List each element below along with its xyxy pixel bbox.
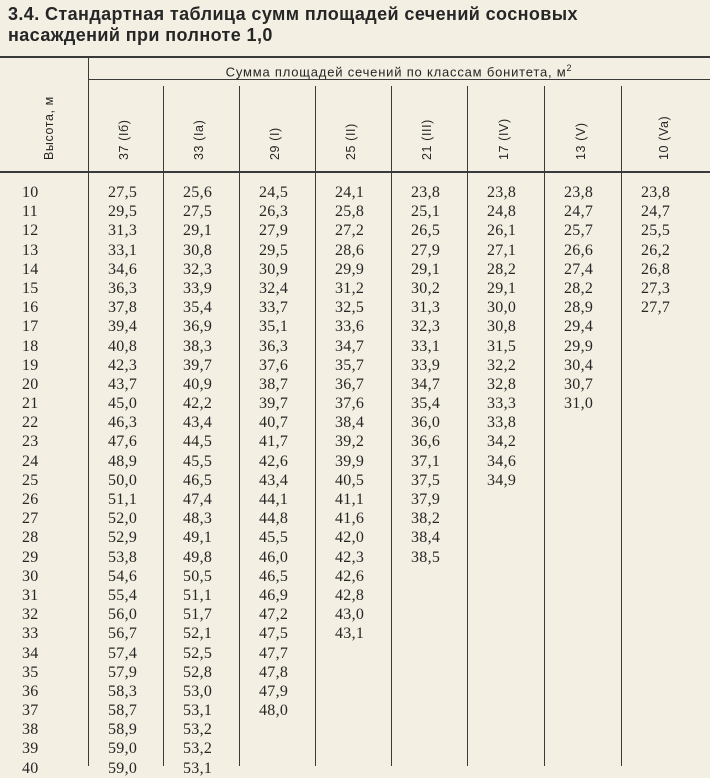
value-cell: 47,9 [259,682,289,700]
height-cell: 27 [22,510,39,528]
height-cell: 16 [22,299,39,317]
value-cell: 47,8 [259,663,289,681]
value-cell: 23,8 [564,184,594,201]
value-cell: 38,2 [411,510,441,528]
value-column [411,183,440,567]
value-cell: 45,5 [259,529,289,547]
value-cell: 44,8 [259,510,289,528]
height-cell: 36 [22,682,39,700]
value-cell: 30,8 [487,318,517,336]
value-cell: 48,0 [259,702,289,720]
column-rule [544,86,545,766]
value-cell: 24,5 [259,184,289,201]
height-cell: 29 [22,548,39,566]
value-cell: 42,0 [335,529,365,547]
value-cell: 56,7 [108,625,138,643]
value-cell: 42,6 [259,452,289,470]
height-cell: 39 [22,740,39,758]
column-rule [621,86,622,766]
value-cell: 47,2 [259,606,289,624]
value-cell: 47,7 [259,644,289,662]
height-column [22,183,62,778]
value-cell: 39,4 [108,318,138,336]
value-cell: 33,6 [335,318,365,336]
value-cell: 31,2 [335,279,365,297]
value-cell: 38,3 [183,337,213,355]
height-cell: 24 [22,452,39,470]
value-cell: 38,4 [411,529,441,547]
value-cell: 32,3 [411,318,441,336]
value-cell: 29,1 [487,279,517,297]
value-cell: 36,3 [259,337,289,355]
value-cell: 32,2 [487,356,517,374]
column-rule [88,56,89,766]
value-cell: 26,1 [487,222,517,240]
value-cell: 46,3 [108,414,138,432]
value-cell: 53,0 [183,682,213,700]
value-cell: 27,9 [411,241,441,259]
value-cell: 50,5 [183,567,213,585]
class-column-header: 21 (III) [420,119,434,160]
value-cell: 42,3 [335,548,365,566]
value-cell: 39,2 [335,433,365,451]
height-cell: 22 [22,414,39,432]
value-cell: 44,1 [259,491,289,508]
value-cell: 57,4 [108,644,138,662]
value-cell: 41,6 [335,510,365,528]
value-cell: 43,7 [108,375,138,393]
value-cell: 26,3 [259,203,289,221]
value-cell: 51,1 [183,586,213,604]
value-cell: 33,1 [411,337,441,355]
header-bottom-rule [0,171,710,173]
value-cell: 30,8 [183,241,213,259]
value-cell: 34,9 [487,471,517,489]
value-cell: 52,9 [108,529,138,547]
height-cell: 31 [22,586,39,604]
title-line-1: 3.4. Стандартная таблица сумм площадей сечений сосновых [8,4,578,24]
value-cell: 26,2 [641,241,671,259]
height-cell: 12 [22,222,39,240]
value-cell: 23,8 [487,184,517,201]
value-cell: 30,2 [411,279,441,297]
height-cell: 26 [22,491,39,508]
value-cell: 29,1 [411,260,441,278]
value-cell: 53,1 [183,759,213,777]
height-cell: 18 [22,337,39,355]
column-rule [163,86,164,766]
value-cell: 48,9 [108,452,138,470]
value-cell: 33,9 [411,356,441,374]
class-column-header: 37 (Iб) [116,119,131,160]
height-cell: 19 [22,356,39,374]
value-cell: 23,8 [411,184,441,201]
sum-header-superscript: 2 [566,63,573,73]
height-cell: 17 [22,318,39,336]
value-cell: 41,1 [335,491,365,508]
value-cell: 28,2 [564,279,594,297]
value-cell: 32,3 [183,260,213,278]
value-cell: 29,9 [564,337,594,355]
height-cell: 40 [22,759,39,777]
value-cell: 40,5 [335,471,365,489]
value-cell: 36,6 [411,433,441,451]
title-line-2: насаждений при полноте 1,0 [8,25,273,45]
height-cell: 32 [22,606,39,624]
value-cell: 33,7 [259,299,289,317]
value-cell: 53,1 [183,702,213,720]
value-cell: 31,3 [411,299,441,317]
column-rule [467,86,468,766]
value-cell: 26,8 [641,260,671,278]
value-cell: 59,0 [108,759,138,777]
value-cell: 27,4 [564,260,594,278]
value-cell: 30,0 [487,299,517,317]
class-column-header: 13 (V) [573,122,588,160]
height-cell: 23 [22,433,39,451]
value-cell: 31,5 [487,337,517,355]
value-cell: 50,0 [108,471,138,489]
value-cell: 33,8 [487,414,517,432]
value-cell: 52,0 [108,510,138,528]
value-cell: 27,2 [335,222,365,240]
value-cell: 52,1 [183,625,213,643]
value-cell: 46,9 [259,586,289,604]
value-cell: 49,1 [183,529,213,547]
value-cell: 40,9 [183,375,213,393]
value-cell: 40,8 [108,337,138,355]
height-cell: 35 [22,663,39,681]
value-cell: 30,4 [564,356,594,374]
class-column-header: 17 (IV) [496,118,511,160]
value-column [487,183,516,490]
value-cell: 48,3 [183,510,213,528]
value-column [564,183,593,413]
value-cell: 28,6 [335,241,365,259]
value-cell: 37,5 [411,471,441,489]
class-column-header: 29 (I) [268,127,282,160]
value-column [641,183,670,317]
height-cell: 11 [22,203,39,221]
height-cell: 34 [22,644,39,662]
class-column-header: 25 (II) [344,123,358,160]
value-cell: 47,5 [259,625,289,643]
value-cell: 43,4 [259,471,289,489]
height-cell: 30 [22,567,39,585]
value-cell: 37,6 [335,395,365,413]
value-cell: 43,4 [183,414,213,432]
value-cell: 38,4 [335,414,365,432]
sum-header [88,59,710,81]
value-cell: 26,6 [564,241,594,259]
height-column-header: Высота, м [42,96,56,160]
value-cell: 37,6 [259,356,289,374]
value-cell: 37,8 [108,299,138,317]
table-title [8,4,668,46]
height-cell: 25 [22,471,39,489]
value-cell: 33,3 [487,395,517,413]
value-cell: 25,8 [335,203,365,221]
value-cell: 33,1 [108,241,138,259]
value-cell: 36,0 [411,414,441,432]
value-cell: 58,3 [108,682,138,700]
value-cell: 36,3 [108,279,138,297]
value-cell: 27,9 [259,222,289,240]
value-cell: 29,5 [259,241,289,259]
value-cell: 37,9 [411,491,441,508]
value-cell: 54,6 [108,567,138,585]
value-column [335,183,364,644]
value-cell: 44,5 [183,433,213,451]
value-cell: 52,8 [183,663,213,681]
value-cell: 29,9 [335,260,365,278]
column-rule [315,86,316,766]
value-cell: 38,5 [411,548,441,566]
value-cell: 31,3 [108,222,138,240]
value-cell: 40,7 [259,414,289,432]
value-cell: 32,5 [335,299,365,317]
value-cell: 29,4 [564,318,594,336]
value-cell: 28,2 [487,260,517,278]
value-cell: 24,8 [487,203,517,221]
value-cell: 53,2 [183,721,213,739]
value-cell: 42,8 [335,586,365,604]
value-cell: 25,1 [411,203,441,221]
value-cell: 58,9 [108,721,138,739]
value-cell: 57,9 [108,663,138,681]
value-cell: 49,8 [183,548,213,566]
value-cell: 31,0 [564,395,594,413]
value-cell: 27,3 [641,279,671,297]
value-cell: 34,7 [411,375,441,393]
column-rule [391,86,392,766]
value-cell: 24,7 [564,203,594,221]
class-column-header: 33 (Ia) [192,119,206,160]
class-column-header: 10 (Va) [656,115,671,160]
height-cell: 14 [22,260,39,278]
value-cell: 38,7 [259,375,289,393]
value-cell: 27,5 [108,184,138,201]
value-cell: 45,0 [108,395,138,413]
value-cell: 42,3 [108,356,138,374]
value-cell: 35,4 [183,299,213,317]
value-cell: 39,9 [335,452,365,470]
value-cell: 25,5 [641,222,671,240]
value-cell: 28,9 [564,299,594,317]
value-cell: 46,5 [259,567,289,585]
height-cell: 20 [22,375,39,393]
value-cell: 27,1 [487,241,517,259]
value-cell: 29,5 [108,203,138,221]
height-cell: 13 [22,241,39,259]
value-cell: 58,7 [108,702,138,720]
value-cell: 37,1 [411,452,441,470]
value-cell: 26,5 [411,222,441,240]
value-cell: 33,9 [183,279,213,297]
height-cell: 38 [22,721,39,739]
value-cell: 35,7 [335,356,365,374]
value-cell: 39,7 [183,356,213,374]
value-cell: 45,5 [183,452,213,470]
value-cell: 53,2 [183,740,213,758]
value-cell: 30,7 [564,375,594,393]
value-cell: 36,7 [335,375,365,393]
value-cell: 52,5 [183,644,213,662]
value-cell: 25,6 [183,184,213,201]
value-cell: 46,5 [183,471,213,489]
height-cell: 28 [22,529,39,547]
value-cell: 34,6 [108,260,138,278]
value-cell: 35,1 [259,318,289,336]
height-cell: 15 [22,279,39,297]
value-cell: 35,4 [411,395,441,413]
value-cell: 51,1 [108,491,138,508]
value-cell: 36,9 [183,318,213,336]
value-column [259,183,288,720]
value-cell: 32,4 [259,279,289,297]
height-cell: 37 [22,702,39,720]
value-cell: 59,0 [108,740,138,758]
value-cell: 47,4 [183,491,213,508]
value-cell: 24,1 [335,184,365,201]
value-cell: 42,2 [183,395,213,413]
height-cell: 33 [22,625,39,643]
value-cell: 34,6 [487,452,517,470]
value-cell: 27,7 [641,299,671,317]
value-column [108,183,137,778]
column-rule [239,86,240,766]
value-cell: 41,7 [259,433,289,451]
value-cell: 23,8 [641,184,671,201]
value-cell: 43,0 [335,606,365,624]
value-cell: 27,5 [183,203,213,221]
value-cell: 55,4 [108,586,138,604]
sum-header-text: Сумма площадей сечений по классам бонитета, м [225,64,567,80]
value-column [183,183,212,778]
value-cell: 39,7 [259,395,289,413]
value-cell: 30,9 [259,260,289,278]
value-cell: 51,7 [183,606,213,624]
value-cell: 56,0 [108,606,138,624]
value-cell: 32,8 [487,375,517,393]
height-cell: 21 [22,395,39,413]
value-cell: 43,1 [335,625,365,643]
value-cell: 34,2 [487,433,517,451]
value-cell: 25,7 [564,222,594,240]
value-cell: 53,8 [108,548,138,566]
value-cell: 34,7 [335,337,365,355]
table-top-rule [0,56,710,58]
value-cell: 47,6 [108,433,138,451]
value-cell: 29,1 [183,222,213,240]
value-cell: 46,0 [259,548,289,566]
value-cell: 24,7 [641,203,671,221]
value-cell: 42,6 [335,567,365,585]
height-cell: 10 [22,184,39,201]
